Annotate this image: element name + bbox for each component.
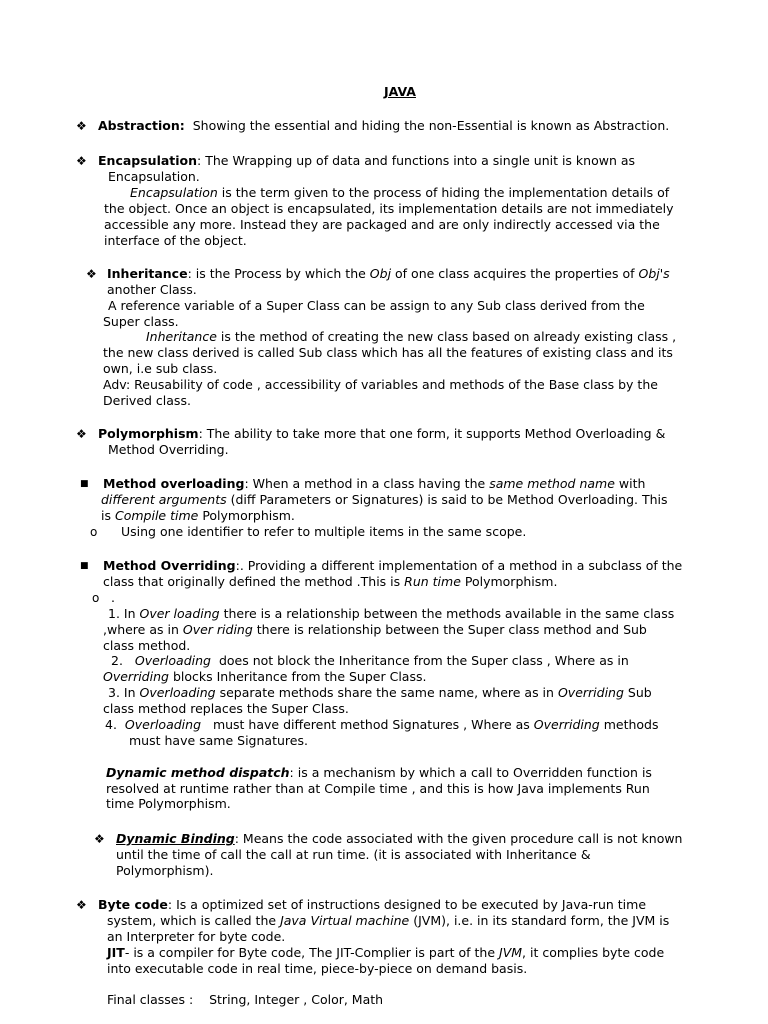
overloading-line: [103, 476, 645, 492]
jvm-term: JVM: [499, 945, 523, 960]
overriding-term-italic: Over riding: [182, 622, 253, 637]
encapsulation-line: accessible any more. Instead they are packaged and are only indirectly accessed via the: [104, 217, 660, 232]
overloading-term-italic: Overloading: [134, 653, 211, 668]
inheritance-line: own, i.e sub class.: [103, 361, 218, 376]
overriding-point-1: [103, 622, 647, 638]
point-text: methods: [603, 717, 659, 732]
abstraction-line: [98, 118, 669, 134]
inheritance-text: is the method of creating the new class based on already existing class ,: [220, 329, 677, 344]
point-text: separate methods share the same name, where as in: [219, 685, 554, 700]
bullet-circle-icon: o: [92, 591, 100, 605]
point-text: ,where as in: [103, 622, 179, 637]
overriding-term-italic: Overriding: [103, 669, 169, 684]
bytecode-text: : Is a optimized set of instructions designed to be executed by Java-run time: [167, 897, 647, 912]
objs-term: Obj's: [638, 266, 670, 281]
point-text: blocks Inheritance from the Super Class.: [172, 669, 427, 684]
jit-term: JIT: [107, 945, 125, 960]
polymorphism-term: Polymorphism: [98, 426, 199, 441]
overriding-text: Polymorphism.: [464, 574, 558, 589]
overloading-text: with: [618, 476, 646, 491]
overloading-text: : When a method in a class having the: [244, 476, 486, 491]
encapsulation-term: Encapsulation: [98, 153, 198, 168]
binding-line: until the time of call the call at run time. (it is associated with Inheritance &: [116, 847, 591, 862]
bullet-circle-icon: o: [90, 525, 98, 539]
point-text: there is a relationship between the methods available in the same class: [223, 606, 675, 621]
encapsulation-line: [98, 153, 704, 169]
overriding-term-italic: Overriding: [533, 717, 600, 732]
jvm-full-term: Java Virtual machine: [280, 913, 410, 928]
inheritance-text: of one class acquires the properties of: [395, 266, 635, 281]
dispatch-line: resolved at runtime rather than at Compile time , and this is how Java implements Run: [106, 781, 650, 796]
bytecode-line: an Interpreter for byte code.: [107, 929, 286, 944]
point-text: 3. In: [108, 685, 136, 700]
point-text: must have different method Signatures , Where as: [212, 717, 530, 732]
bullet-square-icon: ■: [80, 561, 89, 571]
overloading-line: [101, 492, 668, 508]
overloading-term-italic: Overloading: [139, 685, 216, 700]
overriding-point-3: class method replaces the Super Class.: [103, 701, 349, 716]
bullet-diamond-icon: ❖: [76, 154, 87, 168]
inheritance-term-italic: Inheritance: [146, 329, 217, 344]
binding-line: Polymorphism).: [116, 863, 214, 878]
inheritance-line: [146, 329, 676, 345]
different-arguments-term: different arguments: [101, 492, 227, 507]
inheritance-line: Super class.: [103, 314, 179, 329]
inheritance-line: Derived class.: [103, 393, 191, 408]
bullet-diamond-icon: ❖: [76, 898, 87, 912]
overriding-point-2: [103, 669, 426, 685]
bullet-diamond-icon: ❖: [86, 267, 97, 281]
overloading-term-italic: Overloading: [124, 717, 202, 732]
point-text: 1. In: [108, 606, 136, 621]
inheritance-term: Inheritance: [107, 266, 188, 281]
encapsulation-text: is the term given to the process of hiding the implementation details of: [221, 185, 670, 200]
polymorphism-line: Method Overriding.: [108, 442, 229, 457]
overriding-subitem: .: [111, 590, 115, 605]
overriding-point-1: [108, 606, 674, 622]
bytecode-line: [107, 945, 664, 961]
binding-term: Dynamic Binding: [116, 831, 235, 846]
inheritance-line: Adv: Reusability of code , accessibility of variables and methods of the Base class by the: [103, 377, 658, 392]
bytecode-term: Byte code: [98, 897, 168, 912]
overriding-line: [103, 558, 682, 574]
overloading-subitem: Using one identifier to refer to multiple items in the same scope.: [121, 524, 527, 539]
dispatch-line: [106, 765, 652, 781]
bytecode-text: - is a compiler for Byte code, The JIT-Complier is part of the: [124, 945, 496, 960]
final-classes-line: Final classes : String, Integer , Color, Math: [107, 992, 384, 1007]
polymorphism-line: [98, 426, 665, 442]
overriding-text: :. Providing a different implementation of a method in a subclass of the: [235, 558, 683, 573]
point-text: Sub: [627, 685, 652, 700]
overloading-text: (diff Parameters or Signatures) is said to be Method Overloading. This: [230, 492, 668, 507]
point-text: there is relationship between the Super class method and Sub: [256, 622, 647, 637]
dispatch-line: time Polymorphism.: [106, 796, 231, 811]
overriding-point-3: [108, 685, 652, 701]
binding-text: : Means the code associated with the given procedure call is not known: [234, 831, 683, 846]
inheritance-line: the new class derived is called Sub class which has all the features of existing class and its: [103, 345, 673, 360]
bytecode-text: system, which is called the: [107, 913, 277, 928]
overloading-line: [101, 508, 295, 524]
overriding-point-2: [111, 653, 629, 669]
inheritance-line: [107, 266, 670, 282]
point-text: 2.: [111, 653, 123, 668]
overloading-text: Polymorphism.: [202, 508, 295, 523]
encapsulation-line: the object. Once an object is encapsulated, its implementation details are not immediately: [104, 201, 674, 216]
overriding-text: class that originally defined the method .This is: [103, 574, 401, 589]
bytecode-text: , it complies byte code: [522, 945, 665, 960]
polymorphism-text: : The ability to take more that one form, it supports Method Overloading &: [198, 426, 666, 441]
run-time-term: Run time: [404, 574, 461, 589]
overloading-text: is: [101, 508, 111, 523]
encapsulation-text: : The Wrapping up of data and functions into a single unit is known as: [197, 153, 636, 168]
bytecode-line: into executable code in real time, piece-by-piece on demand basis.: [107, 961, 528, 976]
overriding-point-1: class method.: [103, 638, 191, 653]
obj-term: Obj: [369, 266, 392, 281]
encapsulation-line: interface of the object.: [104, 233, 247, 248]
bytecode-line: [98, 897, 646, 913]
bullet-diamond-icon: ❖: [76, 427, 87, 441]
inheritance-line: A reference variable of a Super Class can be assign to any Sub class derived from the: [108, 298, 645, 313]
encapsulation-term-italic: Encapsulation: [130, 185, 218, 200]
dispatch-text: : is a mechanism by which a call to Overridden function is: [289, 765, 652, 780]
overloading-term-italic: Over loading: [139, 606, 220, 621]
abstraction-text: Showing the essential and hiding the non-Essential is known as Abstraction.: [192, 118, 670, 133]
point-text: 4.: [105, 717, 117, 732]
overriding-point-4: must have same Signatures.: [129, 733, 308, 748]
inheritance-text: : is the Process by which the: [187, 266, 366, 281]
bullet-diamond-icon: ❖: [76, 119, 87, 133]
bullet-diamond-icon: ❖: [94, 832, 105, 846]
overriding-line: [103, 574, 557, 590]
abstraction-term: Abstraction:: [98, 118, 185, 133]
bytecode-text: (JVM), i.e. in its standard form, the JVM is: [413, 913, 670, 928]
bytecode-line: [107, 913, 669, 929]
overriding-point-4: [105, 717, 659, 733]
overriding-term: Method Overriding: [103, 558, 236, 573]
compile-time-term: Compile time: [114, 508, 199, 523]
inheritance-line: another Class.: [107, 282, 197, 297]
overloading-term: Method overloading: [103, 476, 245, 491]
point-text: does not block the Inheritance from the Super class , Where as in: [218, 653, 629, 668]
binding-line: [116, 831, 682, 847]
bullet-square-icon: ■: [80, 479, 89, 489]
same-method-name-term: same method name: [489, 476, 615, 491]
dispatch-term: Dynamic method dispatch: [106, 765, 290, 780]
page-title: JAVA: [384, 84, 416, 99]
encapsulation-line: Encapsulation.: [108, 169, 200, 184]
encapsulation-line: [130, 185, 669, 201]
overriding-term-italic: Overriding: [557, 685, 624, 700]
